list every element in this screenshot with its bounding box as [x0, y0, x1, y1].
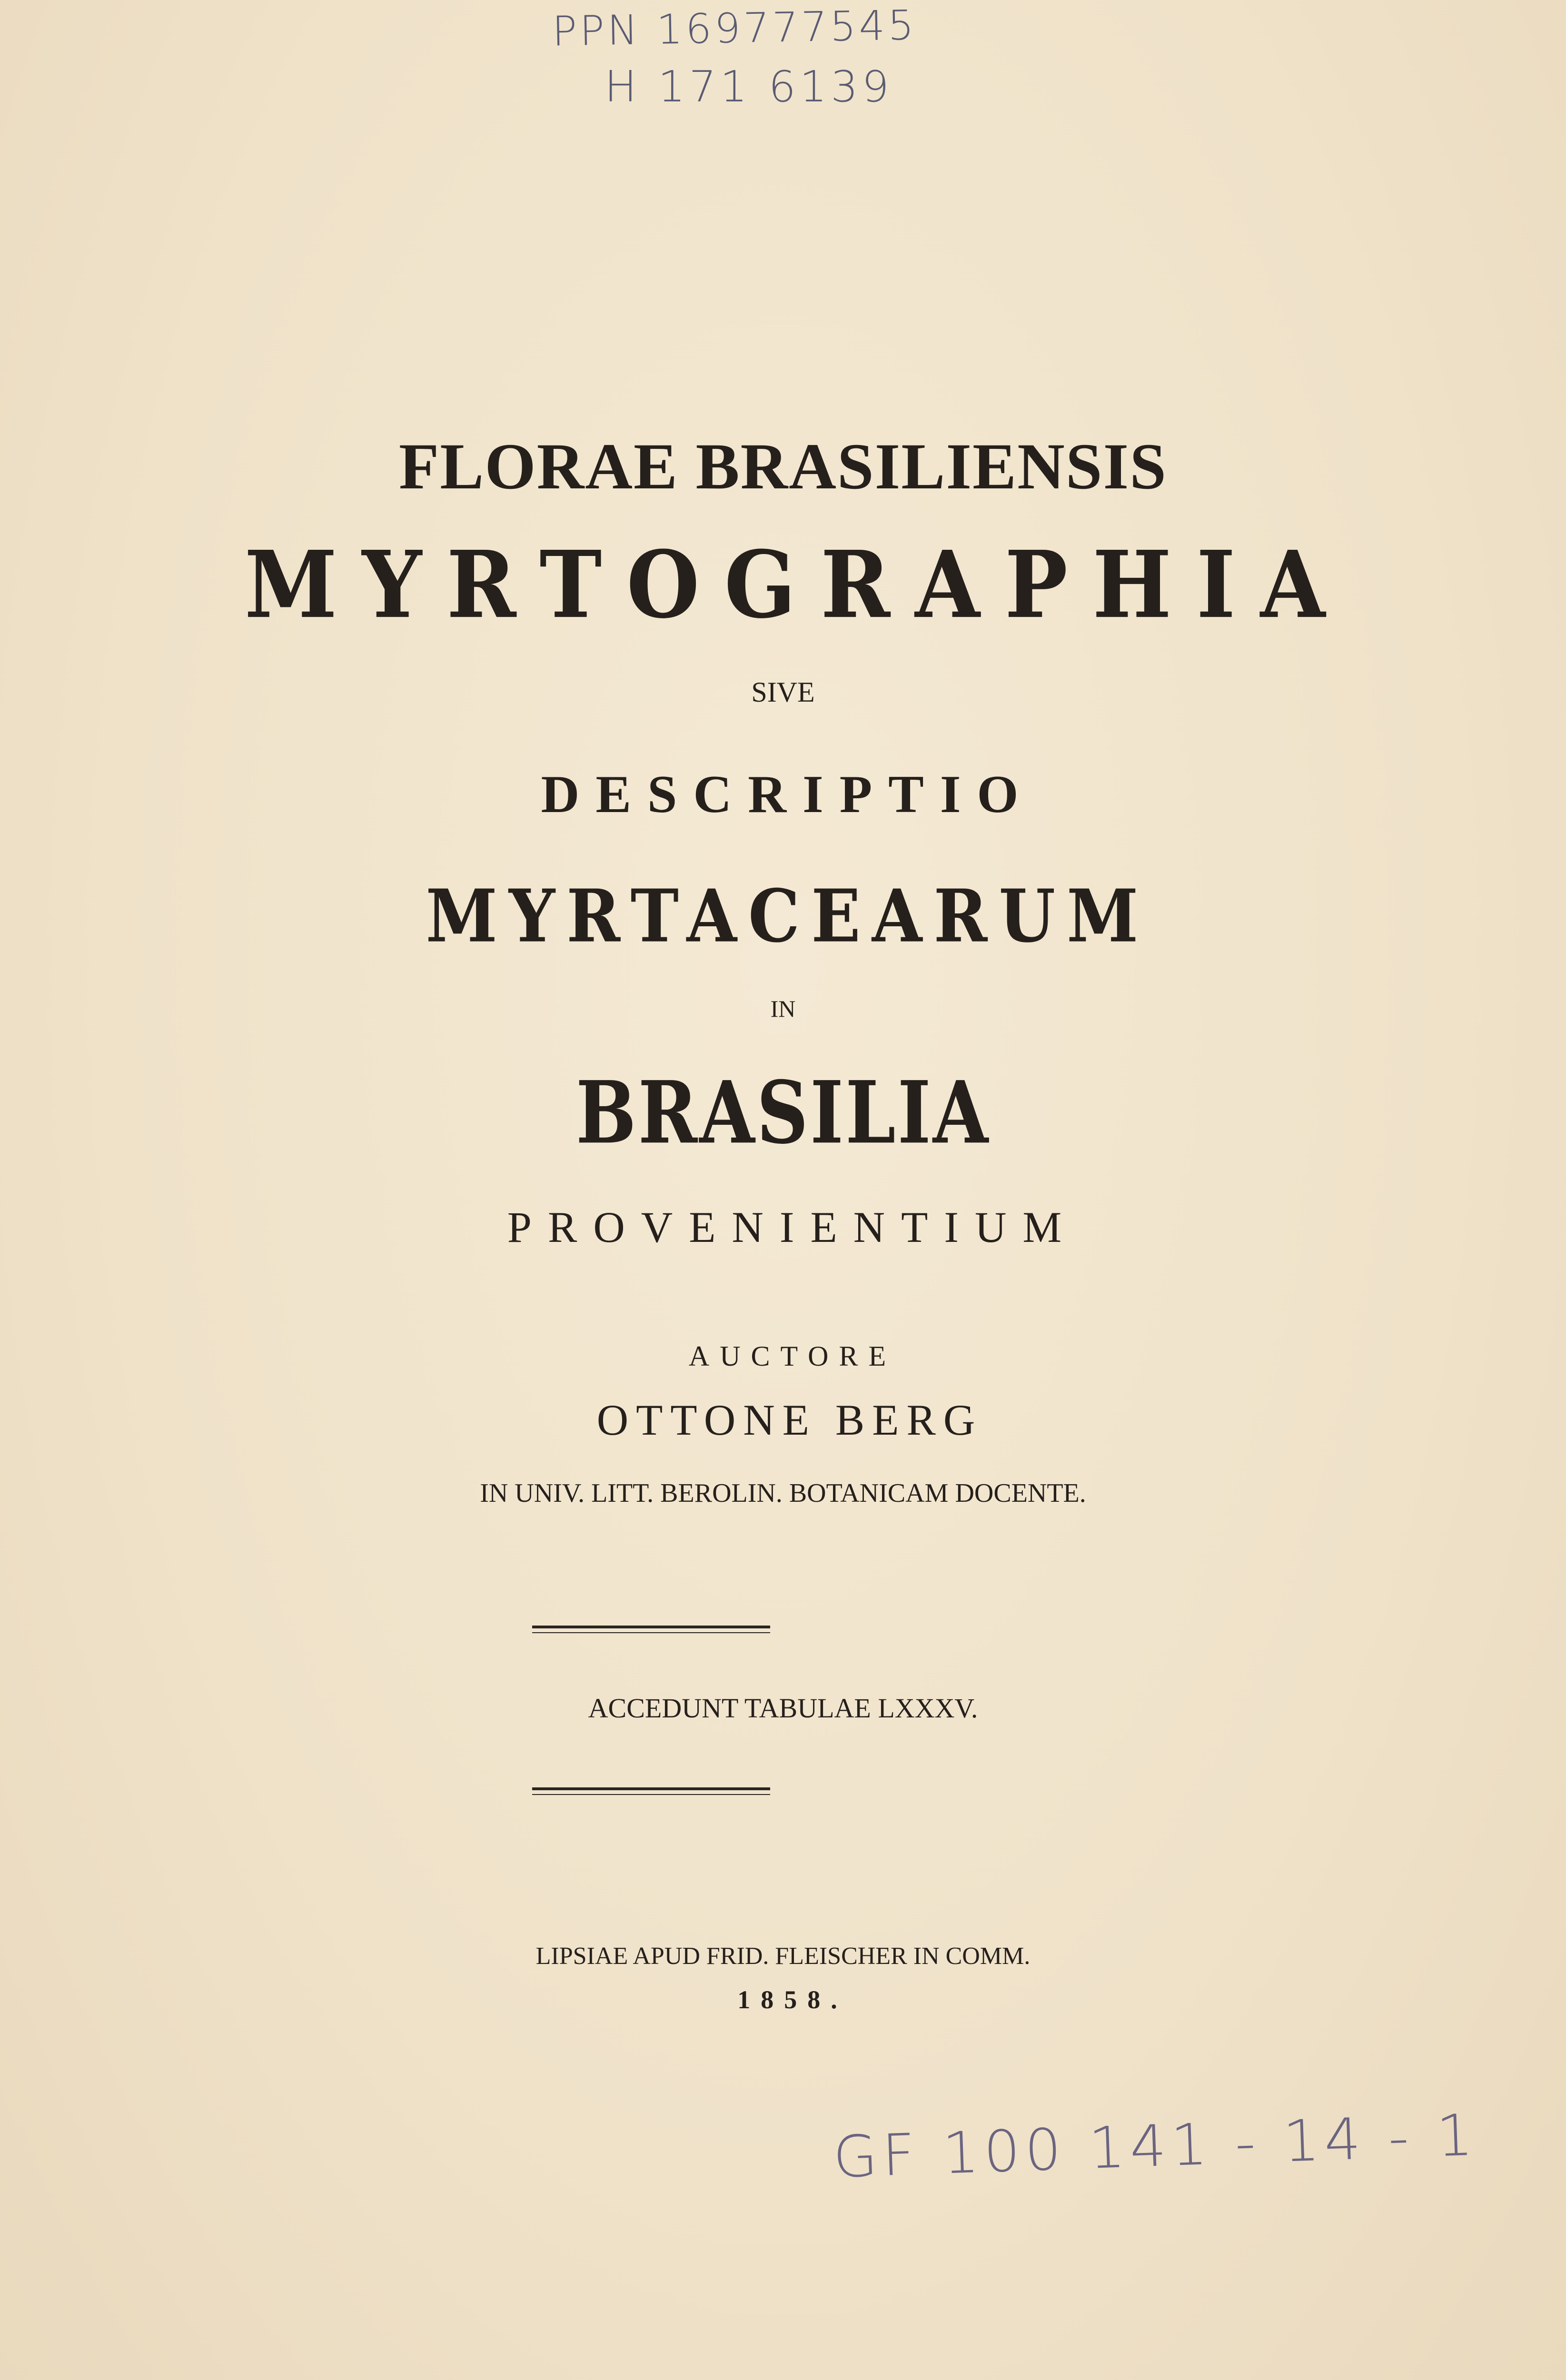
title-line-provenientium: PROVENIENTIUM	[507, 1203, 1078, 1251]
author-affiliation: IN UNIV. LITT. BEROLIN. BOTANICAM DOCENTE.	[480, 1478, 1086, 1508]
title-line-myrtacearum: MYRTACEARUM	[426, 873, 1150, 959]
title-line-florae: FLORAE BRASILIENSIS	[398, 430, 1168, 503]
handwritten-shelfmark: GF 100 141 - 14 - 1	[832, 2102, 1479, 2191]
title-line-sive: SIVE	[751, 676, 815, 708]
handwritten-catalog-number: H 171 6139	[605, 62, 893, 112]
handwritten-ppn: PPN 169777545	[552, 1, 917, 56]
divider-rule-bottom	[532, 1787, 770, 1795]
divider-rule-top	[532, 1626, 770, 1633]
title-line-descriptio: DESCRIPTIO	[541, 765, 1035, 824]
publication-year: 1858.	[737, 1985, 848, 2014]
title-line-brasilia: BRASILIA	[575, 1062, 991, 1163]
imprint: LIPSIAE APUD FRID. FLEISCHER IN COMM.	[535, 1943, 1031, 1970]
title-line-in: IN	[770, 995, 796, 1022]
title-line-myrtographia: MYRTOGRAPHIA	[244, 530, 1350, 639]
author-name: OTTONE BERG	[596, 1396, 983, 1444]
plates-note: ACCEDUNT TABULAE LXXXV.	[588, 1693, 978, 1724]
title-line-auctore: AUCTORE	[688, 1340, 897, 1372]
